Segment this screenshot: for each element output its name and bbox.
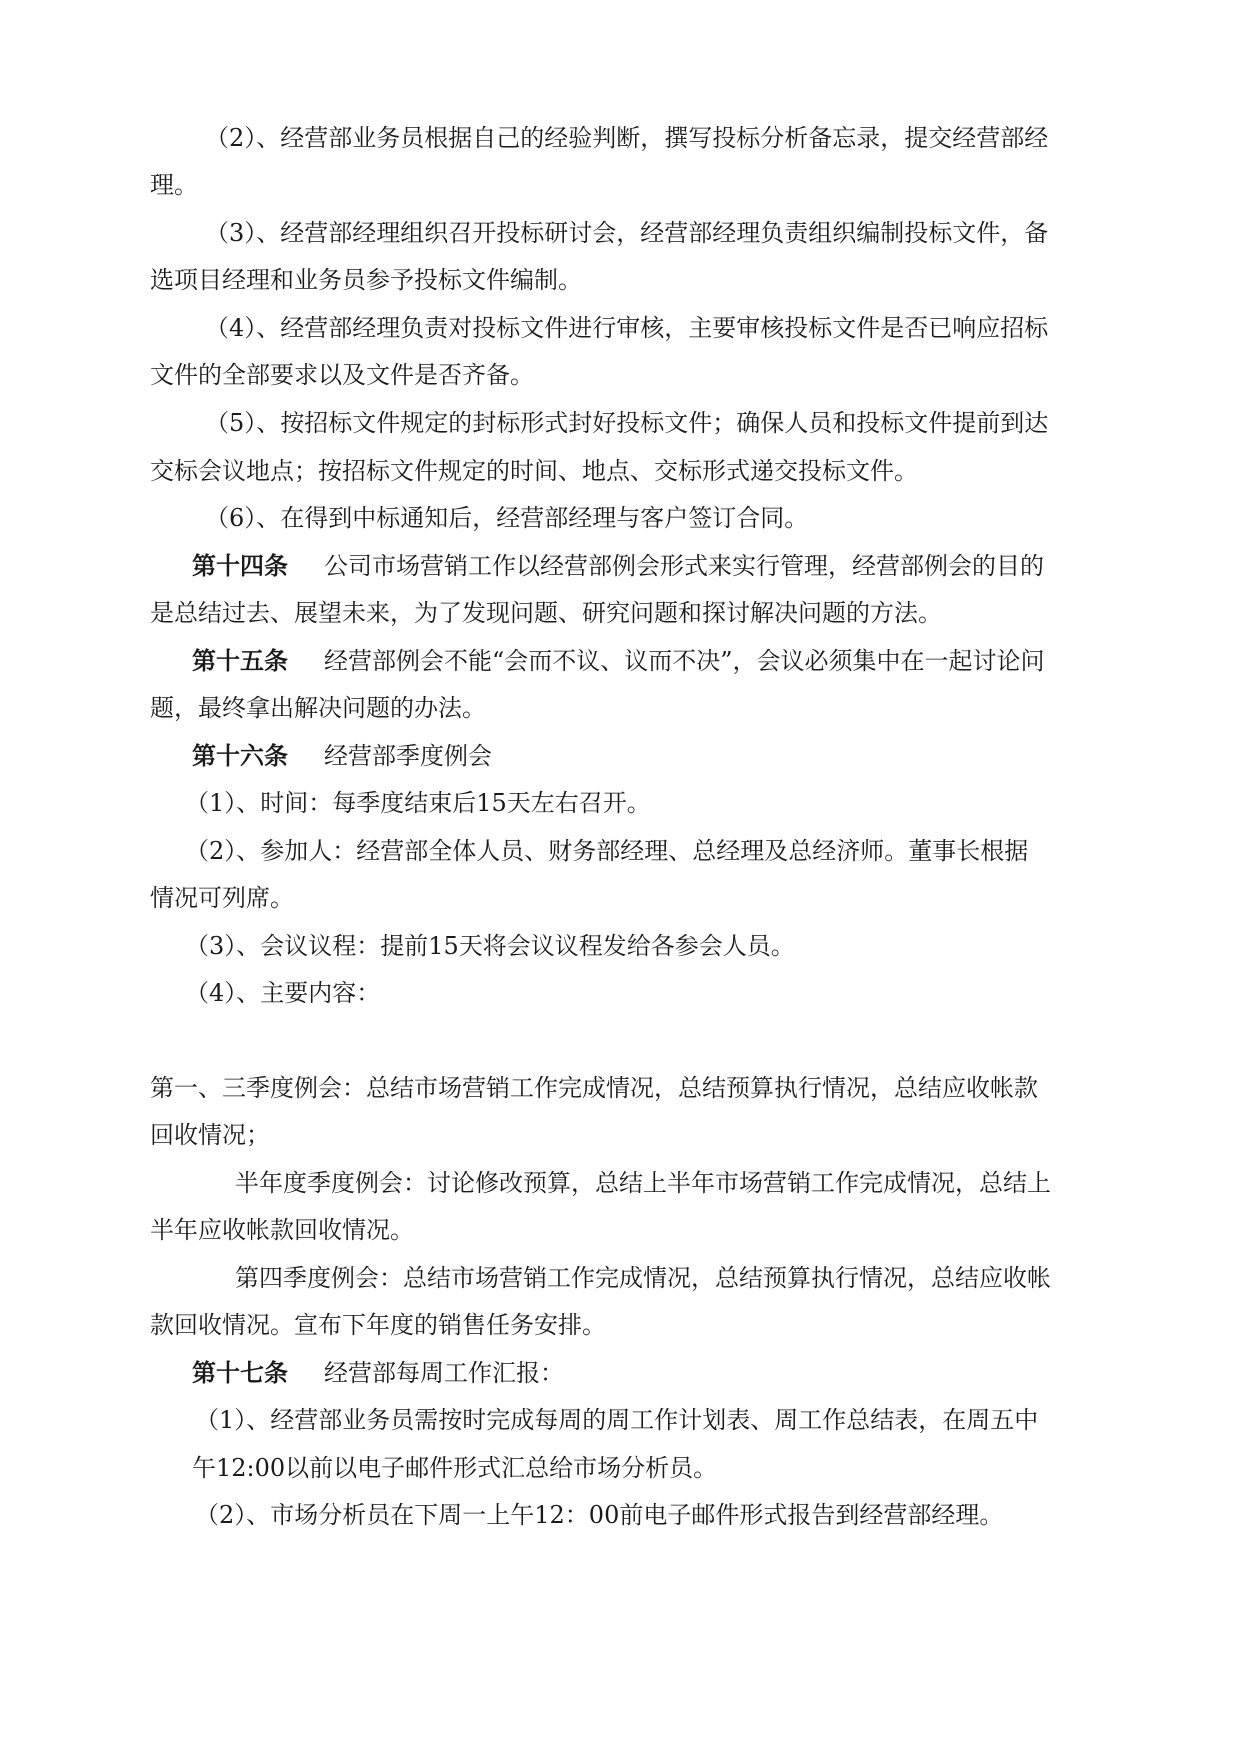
paragraph-line: 题，最终拿出解决问题的办法。 xyxy=(150,694,486,722)
list-item: 情况可列席。 xyxy=(150,884,294,912)
list-item: （2）、参加人：经营部全体人员、财务部经理、总经理及总经济师。董事长根据 xyxy=(185,837,1029,865)
list-item: （1）、时间：每季度结束后15天左右召开。 xyxy=(185,789,651,817)
paragraph-line: （4）、经营部经理负责对投标文件进行审核，主要审核投标文件是否已响应招标 xyxy=(205,314,1049,342)
paragraph-line: 选项目经理和业务员参予投标文件编制。 xyxy=(150,266,582,294)
paragraph-line: 文件的全部要求以及文件是否齐备。 xyxy=(150,361,534,389)
article-text: 经营部例会不能“会而不议、议而不决”，会议必须集中在一起讨论问 xyxy=(324,647,1045,675)
paragraph-line: 款回收情况。宣布下年度的销售任务安排。 xyxy=(150,1311,606,1339)
article-17 xyxy=(192,1358,564,1388)
article-15 xyxy=(192,646,1045,676)
paragraph-line: （5）、按招标文件规定的封标形式封好投标文件；确保人员和投标文件提前到达 xyxy=(205,409,1049,437)
list-item: （1）、经营部业务员需按时完成每周的周工作计划表、周工作总结表，在周五中 xyxy=(195,1406,1039,1434)
list-item: （2）、市场分析员在下周一上午12：00前电子邮件形式报告到经营部经理。 xyxy=(195,1501,1004,1529)
list-item: （3）、会议议程：提前15天将会议议程发给各参会人员。 xyxy=(185,932,795,960)
article-number: 第十四条 xyxy=(192,551,288,580)
list-item: 午12:00以前以电子邮件形式汇总给市场分析员。 xyxy=(192,1454,718,1482)
paragraph-line: （2）、经营部业务员根据自己的经验判断，撰写投标分析备忘录，提交经营部经 xyxy=(205,124,1049,152)
paragraph-line: （3）、经营部经理组织召开投标研讨会，经营部经理负责组织编制投标文件，备 xyxy=(205,219,1049,247)
paragraph-line: 半年应收帐款回收情况。 xyxy=(150,1216,414,1244)
article-text: 公司市场营销工作以经营部例会形式来实行管理，经营部例会的目的 xyxy=(324,552,1044,580)
article-14 xyxy=(192,551,1044,581)
paragraph-line: 是总结过去、展望未来，为了发现问题、研究问题和探讨解决问题的方法。 xyxy=(150,599,942,627)
paragraph-line: 理。 xyxy=(150,171,198,199)
article-16 xyxy=(192,741,492,771)
paragraph-line: （6）、在得到中标通知后，经营部经理与客户签订合同。 xyxy=(205,504,809,532)
article-text: 经营部季度例会 xyxy=(324,742,492,770)
list-item: （4）、主要内容： xyxy=(185,979,381,1007)
article-number: 第十七条 xyxy=(192,1358,288,1387)
article-number: 第十六条 xyxy=(192,741,288,770)
article-number: 第十五条 xyxy=(192,646,288,675)
paragraph-line: 第四季度例会：总结市场营销工作完成情况，总结预算执行情况，总结应收帐 xyxy=(235,1264,1051,1292)
paragraph-line: 半年度季度例会：讨论修改预算，总结上半年市场营销工作完成情况，总结上 xyxy=(235,1169,1051,1197)
paragraph-line: 交标会议地点；按招标文件规定的时间、地点、交标形式递交投标文件。 xyxy=(150,457,918,485)
article-text: 经营部每周工作汇报： xyxy=(324,1359,564,1387)
paragraph-line: 第一、三季度例会：总结市场营销工作完成情况，总结预算执行情况，总结应收帐款 xyxy=(150,1074,1038,1102)
paragraph-line: 回收情况； xyxy=(150,1121,270,1149)
